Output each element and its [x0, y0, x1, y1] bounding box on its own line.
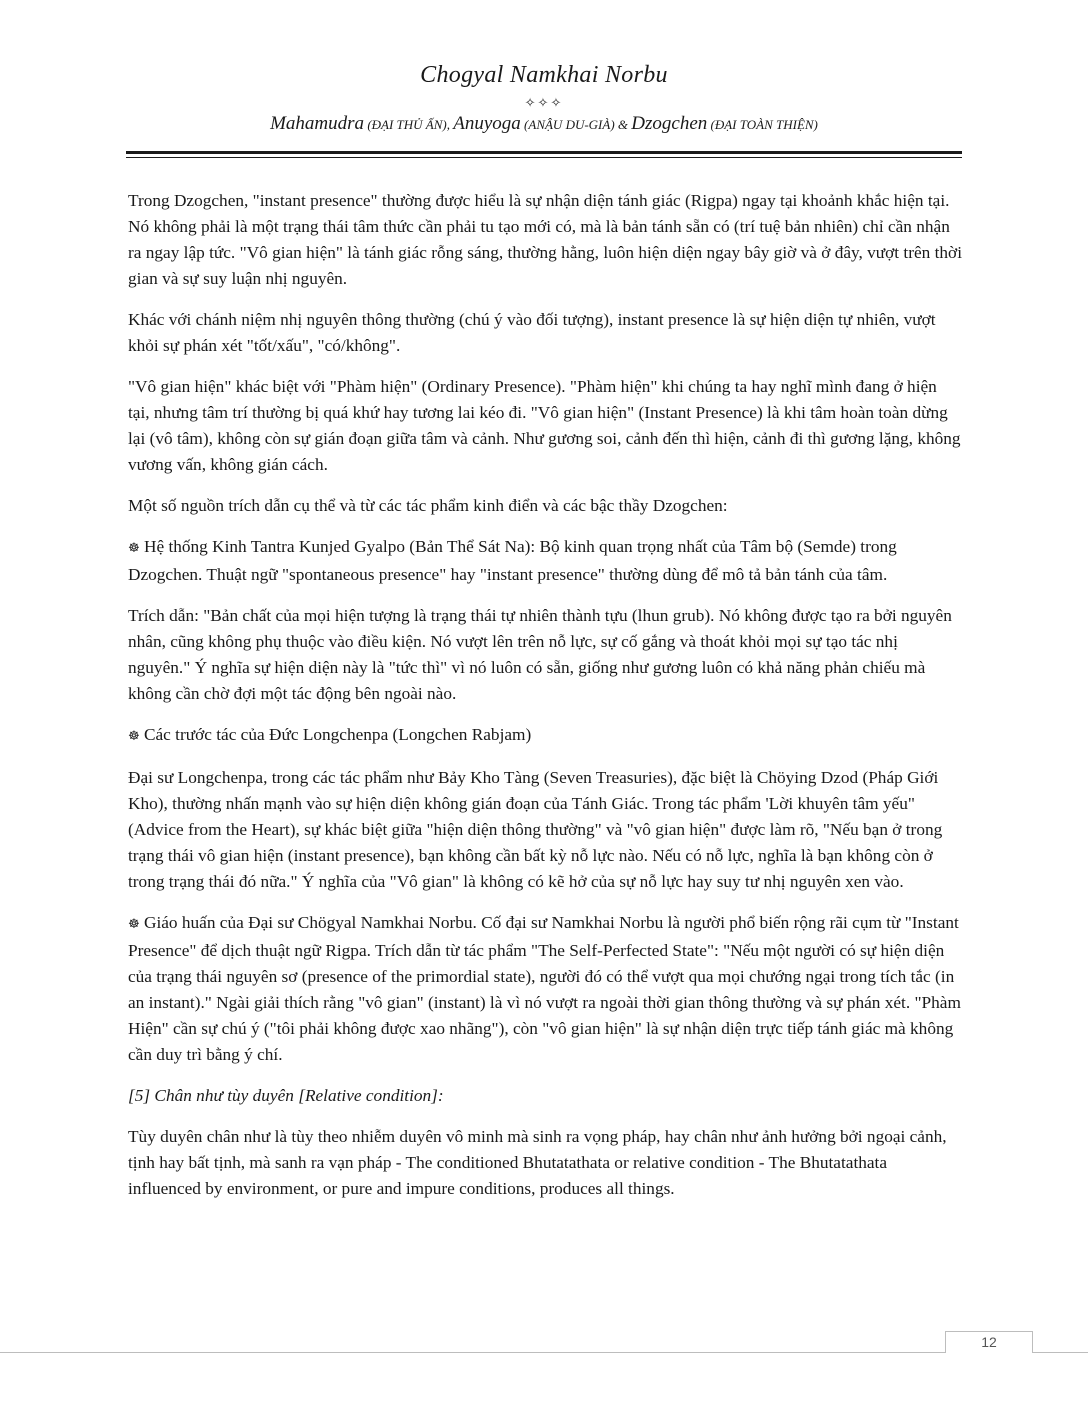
subtitle-term-anuyoga: Anuyoga: [453, 113, 521, 134]
subtitle-gloss-anuyoga: (ANẬU DU-GIÀ) &: [520, 117, 632, 132]
subtitle-term-mahamudra: Mahamudra: [270, 113, 365, 134]
paragraph: Tùy duyên chân như là tùy theo nhiễm duyên vô minh mà sinh ra vọng pháp, hay chân như ảnh hưởng bởi ngoại cảnh, tịnh hay bất tịnh, mà sanh ra vạn pháp - The conditioned Bhutatathata or relative condition - The Bhutatathata influenced by environment, or pure and impure conditions, produces all things.: [128, 1127, 947, 1198]
page-number: 12: [945, 1331, 1033, 1353]
bullet-paragraph: [128, 910, 962, 1068]
dharma-wheel-icon: ☸: [128, 917, 140, 932]
paragraph: "Vô gian hiện" khác biệt với "Phàm hiện" (Ordinary Presence). "Phàm hiện" khi chúng ta hay nghĩ mình đang ở hiện tại, nhưng tâm trí thường bị quá khứ hay tương lai kéo đi. "Vô gian hiện" (Instant Presence) là khi tâm hoàn toàn dừng lại (vô tâm), không còn sự gián đoạn giữa tâm và cảnh. Như gương soi, cảnh đến thì hiện, cảnh đi thì gương lặng, không vương vấn, không gián cách.: [128, 377, 961, 474]
paragraph: Trong Dzogchen, "instant presence" thường được hiểu là sự nhận diện tánh giác (Rigpa) ngay tại khoảnh khắc hiện tại. Nó không phải là một trạng thái tâm thức cần phải tu tạo mới có, mà là bản tánh sẵn có (trí tuệ bản nhiên) chỉ cần nhận ra ngay lập tức. "Vô gian hiện" là tánh giác rỗng sáng, thường hằng, luôn hiện diện ngay bây giờ và ở đây, vượt trên thời gian và sự suy luận nhị nguyên.: [128, 191, 962, 288]
bullet-paragraph: [128, 722, 962, 750]
subtitle-term-dzogchen: Dzogchen: [631, 113, 708, 134]
header-ornament: ✧✧✧: [524, 95, 564, 110]
dharma-wheel-icon: ☸: [128, 541, 140, 556]
bullet-text: Các trước tác của Đức Longchenpa (Longchen Rabjam): [143, 725, 532, 744]
bullet-text: Giáo huấn của Đại sư Chögyal Namkhai Norbu. Cố đại sư Namkhai Norbu là người phổ biến rộng rãi cụm từ "Instant Presence" để dịch thuật ngữ Rigpa. Trích dẫn từ tác phẩm "The Self-Perfected State": "Nếu một người có sự hiện diện của trạng thái nguyên sơ (presence of the primordial state), người đó có thể vượt qua mọi chướng ngại trong tích tắc (in an instant)." Ngài giải thích rằng "vô gian" (instant) là vì nó vượt ra ngoài thời gian thông thường và sự phán xét. "Phàm Hiện" cần sự chú ý ("tôi phải không được xao nhãng"), còn "vô gian hiện" là sự nhận diện trực tiếp tánh giác mà không cần duy trì bằng ý chí.: [128, 913, 961, 1064]
paragraph: Đại sư Longchenpa, trong các tác phẩm như Bảy Kho Tàng (Seven Treasuries), đặc biệt là Chöying Dzod (Pháp Giới Kho), thường nhấn mạnh vào sự hiện diện không gián đoạn của Tánh Giác. Trong tác phẩm 'Lời khuyên tâm yếu" (Advice from the Heart), sự khác biệt giữa "hiện diện thông thường" và "vô gian hiện" được làm rõ, "Nếu bạn ở trong trạng thái vô gian hiện (instant presence), bạn không cần bất kỳ nỗ lực nào. Nếu có nỗ lực, nghĩa là bạn không còn ở trong trạng thái đó nữa." Ý nghĩa của "Vô gian" là không có kẽ hở của sự nỗ lực hay suy tư nhị nguyên xen vào.: [128, 768, 943, 891]
footer-rule: [0, 1352, 1088, 1353]
bullet-text: Hệ thống Kinh Tantra Kunjed Gyalpo (Bản Thể Sát Na): Bộ kinh quan trọng nhất của Tâm bộ (Semde) trong Dzogchen. Thuật ngữ "spontaneous presence" hay "instant presence" thường dùng để mô tả bản tánh của tâm.: [128, 537, 897, 584]
dharma-wheel-icon: ☸: [128, 729, 140, 744]
paragraph: Khác với chánh niệm nhị nguyên thông thường (chú ý vào đối tượng), instant presence là sự hiện diện tự nhiên, vượt khỏi sự phán xét "tốt/xấu", "có/không".: [128, 310, 936, 355]
running-header: [126, 60, 962, 136]
body-text: [128, 188, 962, 1217]
header-subtitle: [126, 113, 962, 136]
subtitle-gloss-dzogchen: (ĐẠI TOÀN THIỆN): [707, 117, 818, 132]
bullet-paragraph: [128, 534, 962, 588]
paragraph: Trích dẫn: "Bản chất của mọi hiện tượng là trạng thái tự nhiên thành tựu (lhun grub). Nó không được tạo ra bởi nguyên nhân, cũng không phụ thuộc vào điều kiện. Nó vượt lên trên nỗ lực, sự cố gắng và thoát khỏi mọi sự tạo tác nhị nguyên." Ý nghĩa sự hiện diện này là "tức thì" vì nó luôn có sẵn, giống như gương luôn có khả năng phản chiếu mà không cần chờ đợi một tác động bên ngoài nào.: [128, 606, 952, 703]
subtitle-gloss-mahamudra: (ĐẠI THỦ ẤN),: [364, 117, 450, 132]
header-rule-thin: [126, 157, 962, 158]
header-title: Chogyal Namkhai Norbu: [420, 62, 668, 88]
header-rule-thick: [126, 151, 962, 154]
section-heading: [5] Chân như tùy duyên [Relative condition]:: [128, 1086, 444, 1105]
paragraph: Một số nguồn trích dẫn cụ thể và từ các tác phẩm kinh điển và các bậc thầy Dzogchen:: [128, 496, 728, 515]
